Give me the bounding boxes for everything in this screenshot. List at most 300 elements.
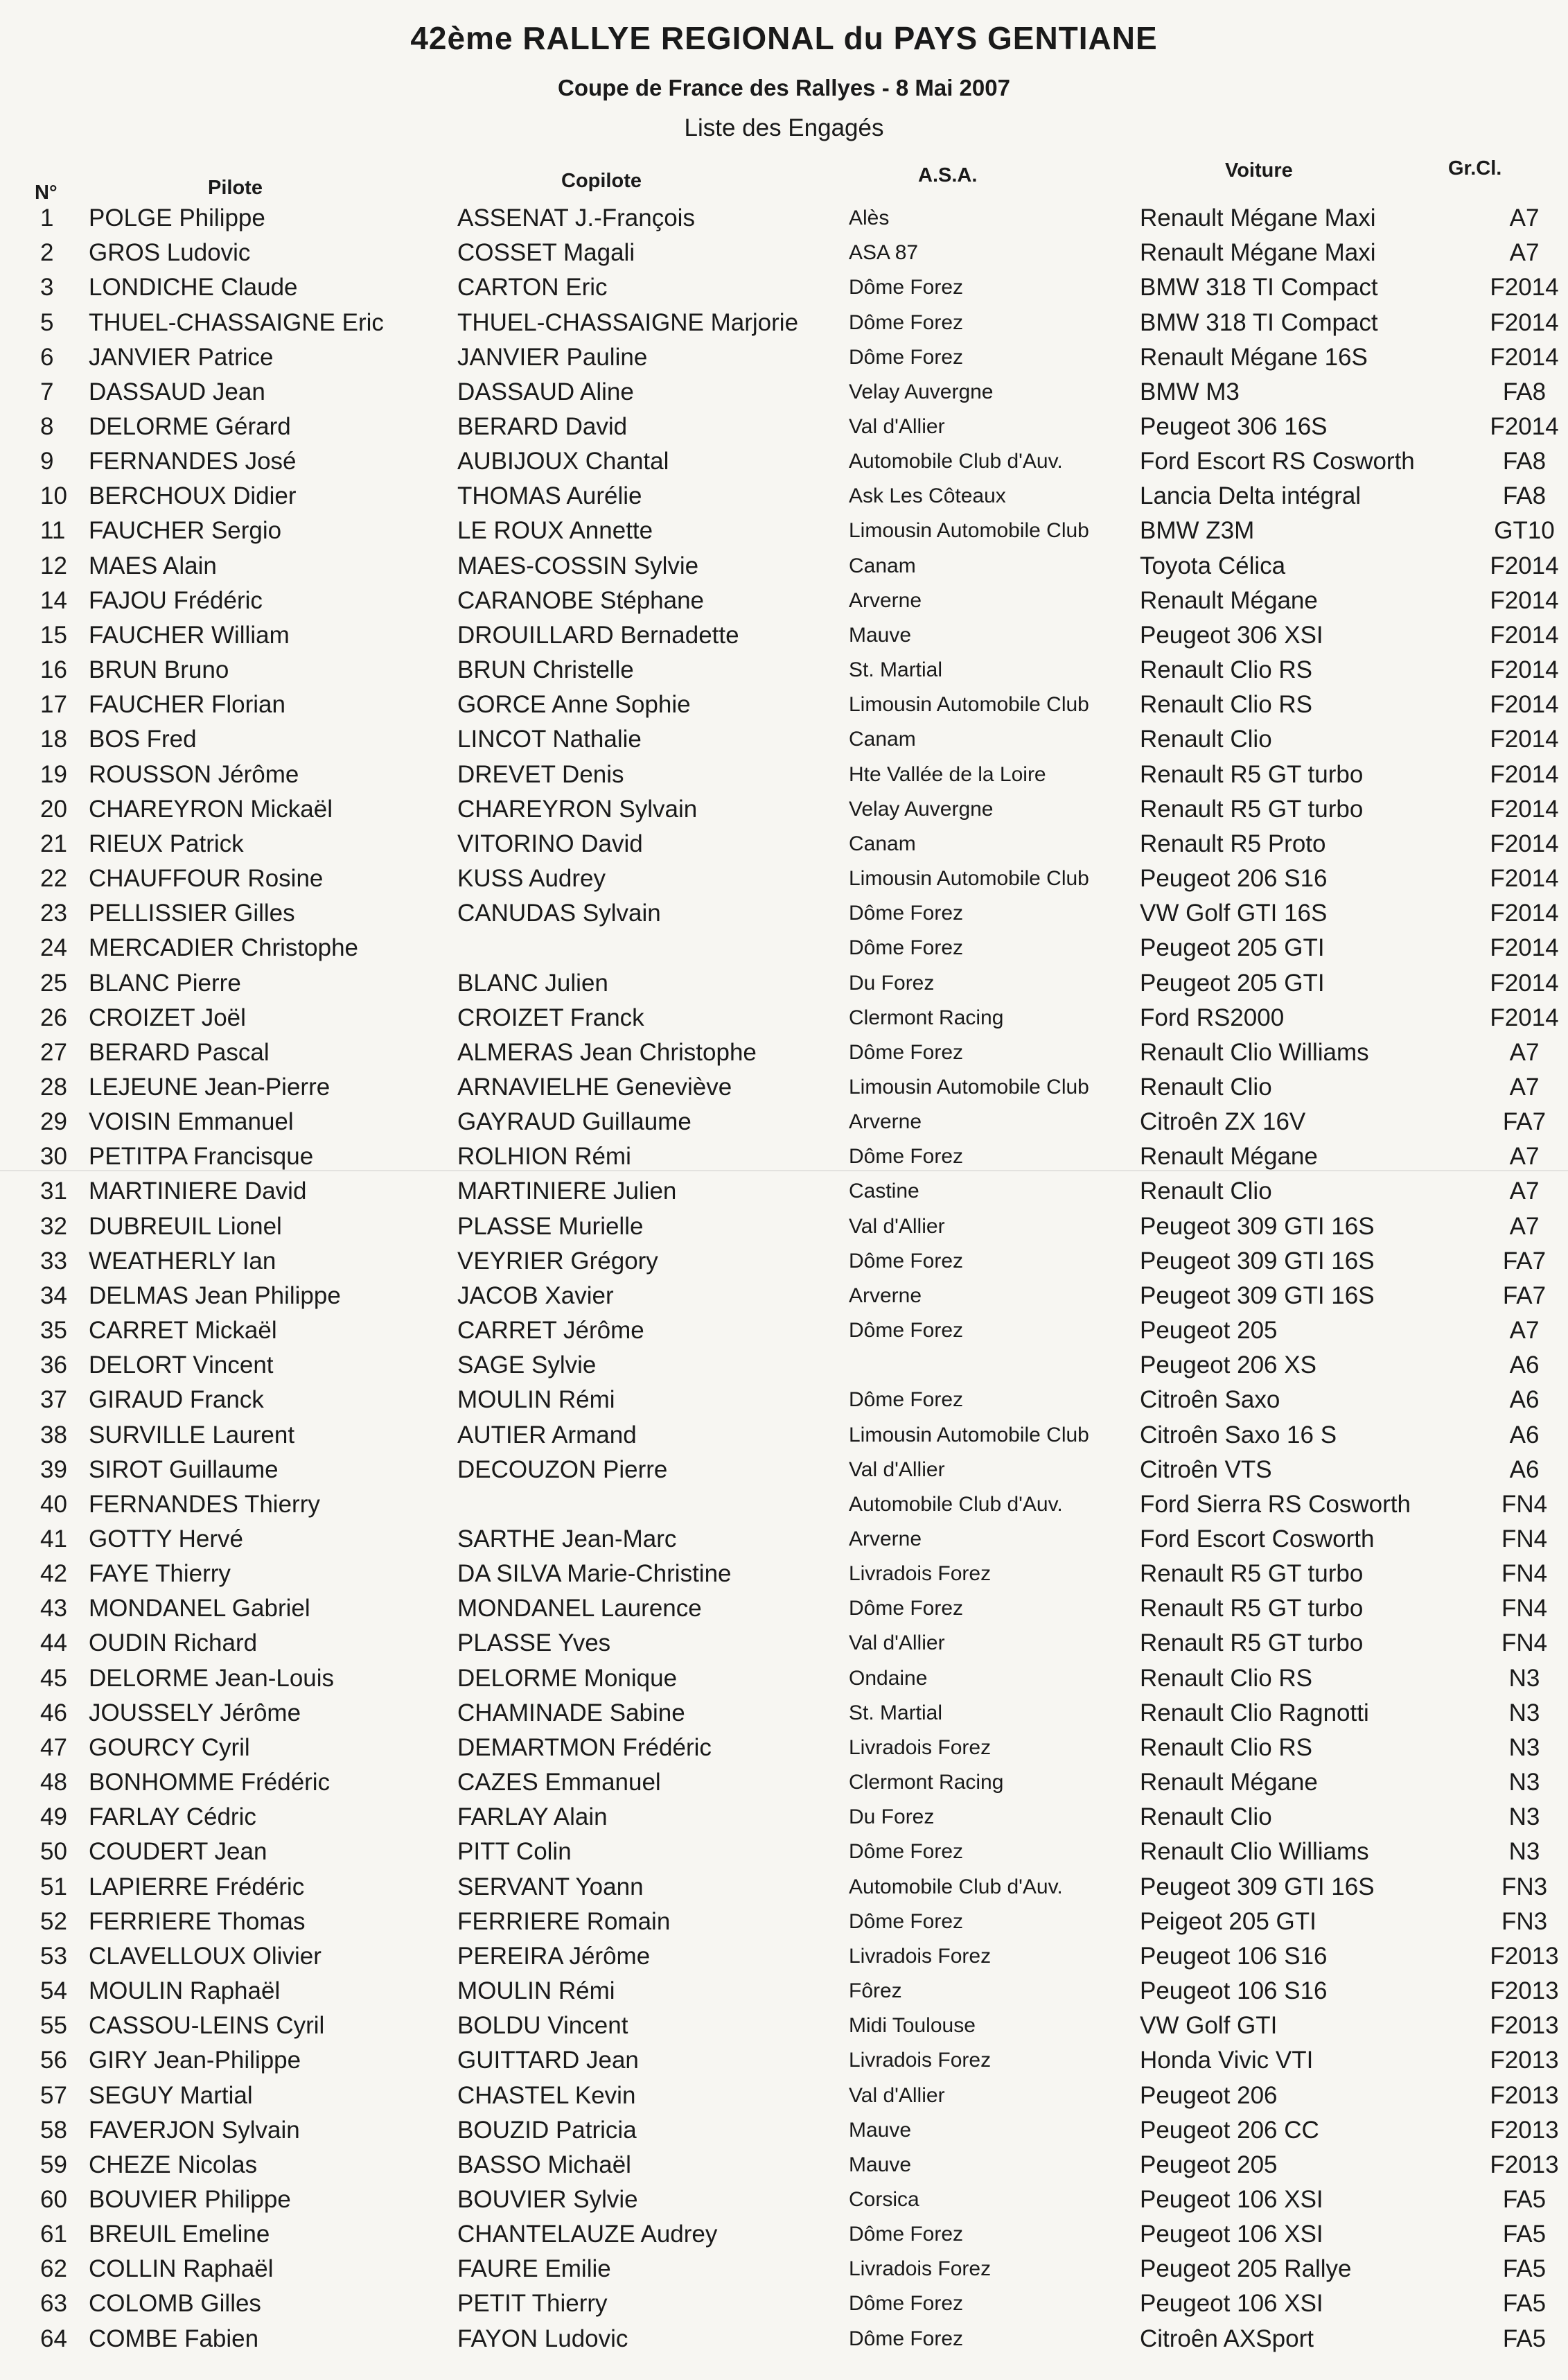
entry-asa: Automobile Club d'Auv.: [849, 1492, 1063, 1516]
table-row: [0, 1279, 1568, 1313]
entry-group-class: FN4: [1501, 1595, 1548, 1622]
table-row: [0, 1383, 1568, 1417]
entry-voiture: Renault Clio Ragnotti: [1140, 1699, 1369, 1726]
entry-asa: Arverne: [849, 588, 922, 612]
entry-number: 16: [40, 656, 67, 684]
entry-voiture: Ford Escort RS Cosworth: [1140, 448, 1415, 475]
entry-copilote: MONDANEL Laurence: [457, 1595, 702, 1622]
entry-pilote: GROS Ludovic: [89, 239, 251, 267]
entry-group-class: A7: [1509, 239, 1540, 267]
entry-copilote: AUBIJOUX Chantal: [457, 448, 669, 475]
entry-group-class: FA5: [1502, 2255, 1547, 2283]
entry-group-class: FA5: [1502, 2290, 1547, 2318]
entry-copilote: SAGE Sylvie: [457, 1351, 597, 1379]
entry-copilote: CARRET Jérôme: [457, 1317, 644, 1345]
entry-voiture: Lancia Delta intégral: [1140, 482, 1362, 510]
entry-pilote: PELLISSIER Gilles: [89, 900, 295, 927]
entry-copilote: MOULIN Rémi: [457, 1386, 615, 1414]
entry-copilote: THOMAS Aurélie: [457, 482, 642, 510]
table-row: [0, 1870, 1568, 1905]
entry-number: 61: [40, 2221, 67, 2248]
entry-group-class: F2014: [1490, 830, 1559, 857]
entry-copilote: BLANC Julien: [457, 969, 608, 997]
table-row: [0, 931, 1568, 965]
entry-number: 26: [40, 1004, 67, 1031]
table-row: [0, 270, 1568, 305]
entry-number: 51: [40, 1873, 67, 1900]
table-row: [0, 1139, 1568, 1174]
entry-number: 12: [40, 552, 67, 579]
table-row: [0, 722, 1568, 757]
entry-group-class: F2014: [1490, 308, 1559, 336]
entry-group-class: F2014: [1490, 621, 1559, 649]
entry-group-class: A7: [1509, 1143, 1540, 1171]
entry-voiture: Renault Clio Williams: [1140, 1838, 1369, 1866]
entry-asa: Midi Toulouse: [849, 2014, 976, 2038]
entry-copilote: CARTON Eric: [457, 274, 608, 301]
entry-voiture: Renault R5 GT turbo: [1140, 760, 1364, 788]
entry-voiture: BMW 318 TI Compact: [1140, 274, 1378, 301]
entry-copilote: CROIZET Franck: [457, 1004, 644, 1031]
entry-asa: Dôme Forez: [849, 936, 964, 960]
entry-asa: Fôrez: [849, 1979, 902, 2003]
column-header-copilote: Copilote: [561, 170, 642, 192]
entry-pilote: CROIZET Joël: [89, 1004, 246, 1031]
entry-pilote: CHAREYRON Mickaël: [89, 795, 333, 823]
entry-number: 53: [40, 1942, 67, 1970]
table-row: [0, 1209, 1568, 1244]
entry-voiture: Citroên Saxo 16 S: [1140, 1421, 1337, 1449]
entry-group-class: F2013: [1490, 1977, 1559, 2005]
entry-asa: Hte Vallée de la Loire: [849, 762, 1046, 786]
entry-pilote: BERARD Pascal: [89, 1038, 270, 1066]
entry-asa: Canam: [849, 832, 916, 855]
entry-asa: Clermont Racing: [849, 1006, 1004, 1029]
entry-copilote: DREVET Denis: [457, 760, 624, 788]
entry-number: 33: [40, 1247, 67, 1275]
entry-pilote: THUEL-CHASSAIGNE Eric: [89, 308, 384, 336]
entry-number: 15: [40, 621, 67, 649]
entry-number: 56: [40, 2047, 67, 2074]
entry-number: 38: [40, 1421, 67, 1449]
entry-copilote: FERRIERE Romain: [457, 1907, 671, 1935]
entry-copilote: KUSS Audrey: [457, 865, 606, 893]
entry-copilote: CANUDAS Sylvain: [457, 900, 661, 927]
entry-voiture: Peigeot 205 GTI: [1140, 1907, 1316, 1935]
entry-group-class: A6: [1509, 1455, 1540, 1483]
entry-pilote: GIRY Jean-Philippe: [89, 2047, 301, 2074]
entry-voiture: Peugeot 309 GTI 16S: [1140, 1247, 1375, 1275]
entry-asa: Dôme Forez: [849, 2292, 964, 2316]
entry-asa: Mauve: [849, 2118, 912, 2142]
entry-number: 24: [40, 934, 67, 962]
entry-copilote: FARLAY Alain: [457, 1803, 608, 1831]
entry-voiture: Renault Clio RS: [1140, 1733, 1312, 1761]
entry-pilote: COMBE Fabien: [89, 2325, 259, 2352]
entry-copilote: SERVANT Yoann: [457, 1873, 644, 1900]
entry-pilote: MONDANEL Gabriel: [89, 1595, 310, 1622]
entry-number: 28: [40, 1073, 67, 1101]
entry-copilote: DA SILVA Marie-Christine: [457, 1560, 732, 1588]
table-row: [0, 1939, 1568, 1974]
table-row: [0, 1417, 1568, 1452]
entry-asa: Alès: [849, 207, 890, 230]
entry-voiture: Renault R5 GT turbo: [1140, 1595, 1364, 1622]
entry-pilote: JANVIER Patrice: [89, 343, 274, 371]
table-row: [0, 2043, 1568, 2078]
entry-group-class: F2014: [1490, 691, 1559, 719]
entry-voiture: Peugeot 309 GTI 16S: [1140, 1212, 1375, 1240]
entry-copilote: BRUN Christelle: [457, 656, 634, 684]
entry-pilote: DELORME Jean-Louis: [89, 1664, 335, 1692]
table-row: [0, 1174, 1568, 1209]
entry-asa: Val d'Allier: [849, 1631, 945, 1655]
entry-pilote: FAJOU Frédéric: [89, 586, 263, 614]
entry-group-class: F2014: [1490, 760, 1559, 788]
table-row: [0, 1001, 1568, 1035]
column-header-voiture: Voiture: [1225, 159, 1293, 182]
entry-copilote: LE ROUX Annette: [457, 517, 653, 545]
entry-asa: Mauve: [849, 2153, 912, 2176]
entry-group-class: A7: [1509, 1073, 1540, 1101]
entry-asa: ASA 87: [849, 241, 919, 265]
entry-number: 9: [40, 448, 54, 475]
table-row: [0, 549, 1568, 584]
entry-copilote: MOULIN Rémi: [457, 1977, 615, 2005]
entry-asa: Dôme Forez: [849, 276, 964, 299]
entry-group-class: F2013: [1490, 2047, 1559, 2074]
entry-group-class: A7: [1509, 1212, 1540, 1240]
entry-voiture: Ford Escort Cosworth: [1140, 1525, 1375, 1553]
entry-group-class: F2013: [1490, 2012, 1559, 2040]
entry-number: 22: [40, 865, 67, 893]
entry-voiture: Renault Mégane: [1140, 586, 1318, 614]
entry-number: 2: [40, 239, 54, 267]
entry-asa: Velay Auvergne: [849, 797, 994, 821]
entry-voiture: Peugeot 309 GTI 16S: [1140, 1281, 1375, 1309]
entry-voiture: BMW Z3M: [1140, 517, 1255, 545]
entry-pilote: BRUN Bruno: [89, 656, 229, 684]
entry-copilote: DASSAUD Aline: [457, 378, 634, 405]
entry-number: 58: [40, 2116, 67, 2144]
entry-voiture: Peugeot 306 16S: [1140, 413, 1328, 441]
entry-copilote: ARNAVIELHE Geneviève: [457, 1073, 732, 1101]
table-row: [0, 2252, 1568, 2286]
entry-pilote: PETITPA Francisque: [89, 1143, 314, 1171]
table-row: [0, 2148, 1568, 2182]
table-row: [0, 1557, 1568, 1591]
entry-voiture: Ford RS2000: [1140, 1004, 1285, 1031]
entry-group-class: A6: [1509, 1351, 1540, 1379]
entry-pilote: GIRAUD Franck: [89, 1386, 264, 1414]
entry-voiture: Peugeot 106 S16: [1140, 1942, 1328, 1970]
entry-pilote: DASSAUD Jean: [89, 378, 265, 405]
entry-number: 59: [40, 2151, 67, 2178]
entry-asa: Limousin Automobile Club: [849, 1075, 1089, 1099]
entry-pilote: WEATHERLY Ian: [89, 1247, 276, 1275]
entry-number: 32: [40, 1212, 67, 1240]
table-row: [0, 758, 1568, 792]
entry-group-class: F2014: [1490, 726, 1559, 753]
entry-number: 42: [40, 1560, 67, 1588]
entry-number: 35: [40, 1317, 67, 1345]
entry-number: 27: [40, 1038, 67, 1066]
entry-copilote: JANVIER Pauline: [457, 343, 648, 371]
entry-number: 60: [40, 2185, 67, 2213]
entry-voiture: BMW M3: [1140, 378, 1240, 405]
list-title: Liste des Engagés: [684, 114, 884, 141]
entry-voiture: VW Golf GTI: [1140, 2012, 1278, 2040]
entry-number: 10: [40, 482, 67, 510]
table-row: [0, 410, 1568, 444]
entry-voiture: Renault Clio: [1140, 1073, 1272, 1101]
entry-asa: Du Forez: [849, 971, 935, 995]
entry-group-class: F2013: [1490, 2081, 1559, 2109]
entry-pilote: LAPIERRE Frédéric: [89, 1873, 305, 1900]
entry-group-class: FN4: [1501, 1629, 1548, 1657]
entry-asa: Canam: [849, 554, 916, 577]
entry-voiture: Renault R5 Proto: [1140, 830, 1326, 857]
table-row: [0, 305, 1568, 340]
entry-number: 25: [40, 969, 67, 997]
table-row: [0, 1974, 1568, 2009]
entry-asa: Canam: [849, 728, 916, 751]
entry-group-class: N3: [1508, 1803, 1540, 1831]
entry-asa: Val d'Allier: [849, 415, 945, 439]
entry-asa: Limousin Automobile Club: [849, 693, 1089, 717]
entry-copilote: JACOB Xavier: [457, 1281, 614, 1309]
entry-group-class: A7: [1509, 204, 1540, 232]
entry-pilote: POLGE Philippe: [89, 204, 265, 232]
entry-voiture: Renault R5 GT turbo: [1140, 795, 1364, 823]
entry-copilote: BOUZID Patricia: [457, 2116, 637, 2144]
entry-asa: Dôme Forez: [849, 1319, 964, 1342]
entry-asa: Mauve: [849, 623, 912, 647]
entry-number: 39: [40, 1455, 67, 1483]
table-row: [0, 965, 1568, 1000]
entry-asa: Dôme Forez: [849, 345, 964, 369]
entry-pilote: MOULIN Raphaël: [89, 1977, 281, 2005]
entry-group-class: A7: [1509, 1038, 1540, 1066]
entry-copilote: MARTINIERE Julien: [457, 1178, 677, 1205]
entry-voiture: Renault Mégane: [1140, 1143, 1318, 1171]
table-row: [0, 688, 1568, 722]
table-row: [0, 1035, 1568, 1070]
table-row: [0, 1905, 1568, 1939]
entry-asa: Livradois Forez: [849, 1562, 992, 1586]
entry-group-class: F2014: [1490, 1004, 1559, 1031]
entry-voiture: Ford Sierra RS Cosworth: [1140, 1490, 1411, 1518]
entry-voiture: Peugeot 206 S16: [1140, 865, 1328, 893]
entry-asa: Livradois Forez: [849, 1735, 992, 1759]
entry-asa: Val d'Allier: [849, 2083, 945, 2107]
table-row: [0, 479, 1568, 514]
entry-group-class: F2013: [1490, 2151, 1559, 2178]
entry-asa: Ask Les Côteaux: [849, 484, 1006, 508]
entry-voiture: Honda Vivic VTI: [1140, 2047, 1314, 2074]
table-row: [0, 1696, 1568, 1731]
entry-pilote: SEGUY Martial: [89, 2081, 253, 2109]
table-row: [0, 1487, 1568, 1522]
entry-group-class: N3: [1508, 1664, 1540, 1692]
entry-voiture: Peugeot 205: [1140, 2151, 1278, 2178]
entry-number: 48: [40, 1769, 67, 1796]
entry-copilote: BOUVIER Sylvie: [457, 2185, 638, 2213]
entry-copilote: DROUILLARD Bernadette: [457, 621, 739, 649]
entry-asa: Val d'Allier: [849, 1214, 945, 1238]
entry-voiture: Renault Clio: [1140, 726, 1272, 753]
entry-asa: Velay Auvergne: [849, 380, 994, 403]
entry-number: 41: [40, 1525, 67, 1553]
entry-pilote: CLAVELLOUX Olivier: [89, 1942, 321, 1970]
entry-copilote: VEYRIER Grégory: [457, 1247, 658, 1275]
table-row: [0, 1591, 1568, 1626]
entry-voiture: Renault Mégane Maxi: [1140, 204, 1376, 232]
entry-number: 64: [40, 2325, 67, 2352]
entry-group-class: F2014: [1490, 586, 1559, 614]
entry-number: 29: [40, 1108, 67, 1136]
entry-copilote: FAURE Emilie: [457, 2255, 611, 2283]
column-header-number: N°: [35, 182, 58, 204]
table-row: [0, 514, 1568, 548]
entry-copilote: SARTHE Jean-Marc: [457, 1525, 677, 1553]
column-header-asa: A.S.A.: [918, 164, 978, 186]
entry-pilote: ROUSSON Jérôme: [89, 760, 299, 788]
entry-asa: Limousin Automobile Club: [849, 1423, 1089, 1446]
entry-group-class: F2013: [1490, 2116, 1559, 2144]
entry-number: 31: [40, 1178, 67, 1205]
entry-voiture: Renault R5 GT turbo: [1140, 1629, 1364, 1657]
entry-voiture: Peugeot 205: [1140, 1317, 1278, 1345]
entry-pilote: FAUCHER Sergio: [89, 517, 282, 545]
entry-group-class: FA8: [1502, 482, 1547, 510]
entry-copilote: BERARD David: [457, 413, 628, 441]
table-row: [0, 618, 1568, 653]
entry-pilote: FERNANDES José: [89, 448, 297, 475]
table-row: [0, 201, 1568, 236]
entry-pilote: COLLIN Raphaël: [89, 2255, 274, 2283]
entry-voiture: Renault Mégane Maxi: [1140, 239, 1376, 267]
table-row: [0, 236, 1568, 270]
entry-asa: Dôme Forez: [849, 1388, 964, 1412]
entry-voiture: Peugeot 205 GTI: [1140, 969, 1325, 997]
entry-group-class: F2014: [1490, 795, 1559, 823]
entry-pilote: BOS Fred: [89, 726, 197, 753]
entry-number: 49: [40, 1803, 67, 1831]
entry-asa: Automobile Club d'Auv.: [849, 1875, 1063, 1898]
entry-asa: Dôme Forez: [849, 1145, 964, 1169]
entry-voiture: Renault Clio RS: [1140, 656, 1312, 684]
entry-copilote: GORCE Anne Sophie: [457, 691, 691, 719]
entry-group-class: A7: [1509, 1317, 1540, 1345]
entry-pilote: CHAUFFOUR Rosine: [89, 865, 324, 893]
entry-copilote: VITORINO David: [457, 830, 643, 857]
entry-number: 46: [40, 1699, 67, 1726]
entry-voiture: Peugeot 306 XSI: [1140, 621, 1323, 649]
entry-group-class: A6: [1509, 1421, 1540, 1449]
entry-copilote: THUEL-CHASSAIGNE Marjorie: [457, 308, 799, 336]
entry-asa: Livradois Forez: [849, 1944, 992, 1968]
table-row: [0, 896, 1568, 931]
entry-group-class: N3: [1508, 1769, 1540, 1796]
entry-pilote: LEJEUNE Jean-Pierre: [89, 1073, 331, 1101]
entry-group-class: F2014: [1490, 934, 1559, 962]
entry-pilote: DUBREUIL Lionel: [89, 1212, 282, 1240]
entry-copilote: CHANTELAUZE Audrey: [457, 2221, 718, 2248]
entry-asa: Dôme Forez: [849, 902, 964, 925]
entry-asa: Arverne: [849, 1110, 922, 1134]
entry-number: 50: [40, 1838, 67, 1866]
entry-voiture: BMW 318 TI Compact: [1140, 308, 1378, 336]
table-row: [0, 1105, 1568, 1139]
table-row: [0, 1522, 1568, 1557]
entry-voiture: Renault Clio Williams: [1140, 1038, 1369, 1066]
entry-asa: Dôme Forez: [849, 310, 964, 334]
entry-group-class: GT10: [1494, 517, 1555, 545]
entry-group-class: A6: [1509, 1386, 1540, 1414]
entry-number: 6: [40, 343, 54, 371]
entry-group-class: FN4: [1501, 1490, 1548, 1518]
entry-voiture: Peugeot 309 GTI 16S: [1140, 1873, 1375, 1900]
entry-pilote: BLANC Pierre: [89, 969, 241, 997]
entry-pilote: FARLAY Cédric: [89, 1803, 256, 1831]
entry-asa: St. Martial: [849, 658, 943, 682]
entry-voiture: Renault Mégane: [1140, 1769, 1318, 1796]
entry-number: 3: [40, 274, 54, 301]
entry-pilote: CHEZE Nicolas: [89, 2151, 258, 2178]
entry-number: 54: [40, 1977, 67, 2005]
entry-asa: St. Martial: [849, 1701, 943, 1724]
entry-pilote: BERCHOUX Didier: [89, 482, 297, 510]
entry-pilote: SURVILLE Laurent: [89, 1421, 295, 1449]
entry-group-class: F2014: [1490, 900, 1559, 927]
entry-pilote: CASSOU-LEINS Cyril: [89, 2012, 325, 2040]
entry-asa: Ondaine: [849, 1666, 928, 1690]
entry-voiture: Renault Clio: [1140, 1178, 1272, 1205]
entry-asa: Arverne: [849, 1528, 922, 1551]
document-subtitle: Coupe de France des Rallyes - 8 Mai 2007: [558, 75, 1010, 100]
entry-asa: Livradois Forez: [849, 2257, 992, 2281]
entry-group-class: A7: [1509, 1178, 1540, 1205]
entry-number: 37: [40, 1386, 67, 1414]
entry-voiture: Renault Clio RS: [1140, 1664, 1312, 1692]
column-header-group-class: Gr.Cl.: [1448, 157, 1502, 180]
entry-group-class: F2014: [1490, 552, 1559, 579]
table-row: [0, 2322, 1568, 2356]
entry-group-class: F2013: [1490, 1942, 1559, 1970]
table-row: [0, 340, 1568, 375]
entry-group-class: F2014: [1490, 343, 1559, 371]
table-row: [0, 1348, 1568, 1383]
entry-number: 44: [40, 1629, 67, 1657]
entry-voiture: Peugeot 106 XSI: [1140, 2290, 1323, 2318]
entry-group-class: FA7: [1502, 1281, 1547, 1309]
entry-voiture: Peugeot 206 CC: [1140, 2116, 1319, 2144]
entry-number: 45: [40, 1664, 67, 1692]
entry-copilote: FAYON Ludovic: [457, 2325, 628, 2352]
entry-voiture: Citroên Saxo: [1140, 1386, 1280, 1414]
entry-asa: Dôme Forez: [849, 1840, 964, 1864]
entry-number: 11: [40, 517, 66, 545]
entry-asa: Limousin Automobile Club: [849, 867, 1089, 891]
table-row: [0, 861, 1568, 896]
entry-number: 43: [40, 1595, 67, 1622]
entry-pilote: COLOMB Gilles: [89, 2290, 261, 2318]
entry-number: 57: [40, 2081, 67, 2109]
entry-group-class: FA5: [1502, 2185, 1547, 2213]
entry-pilote: FAYE Thierry: [89, 1560, 231, 1588]
entry-group-class: FA8: [1502, 378, 1547, 405]
